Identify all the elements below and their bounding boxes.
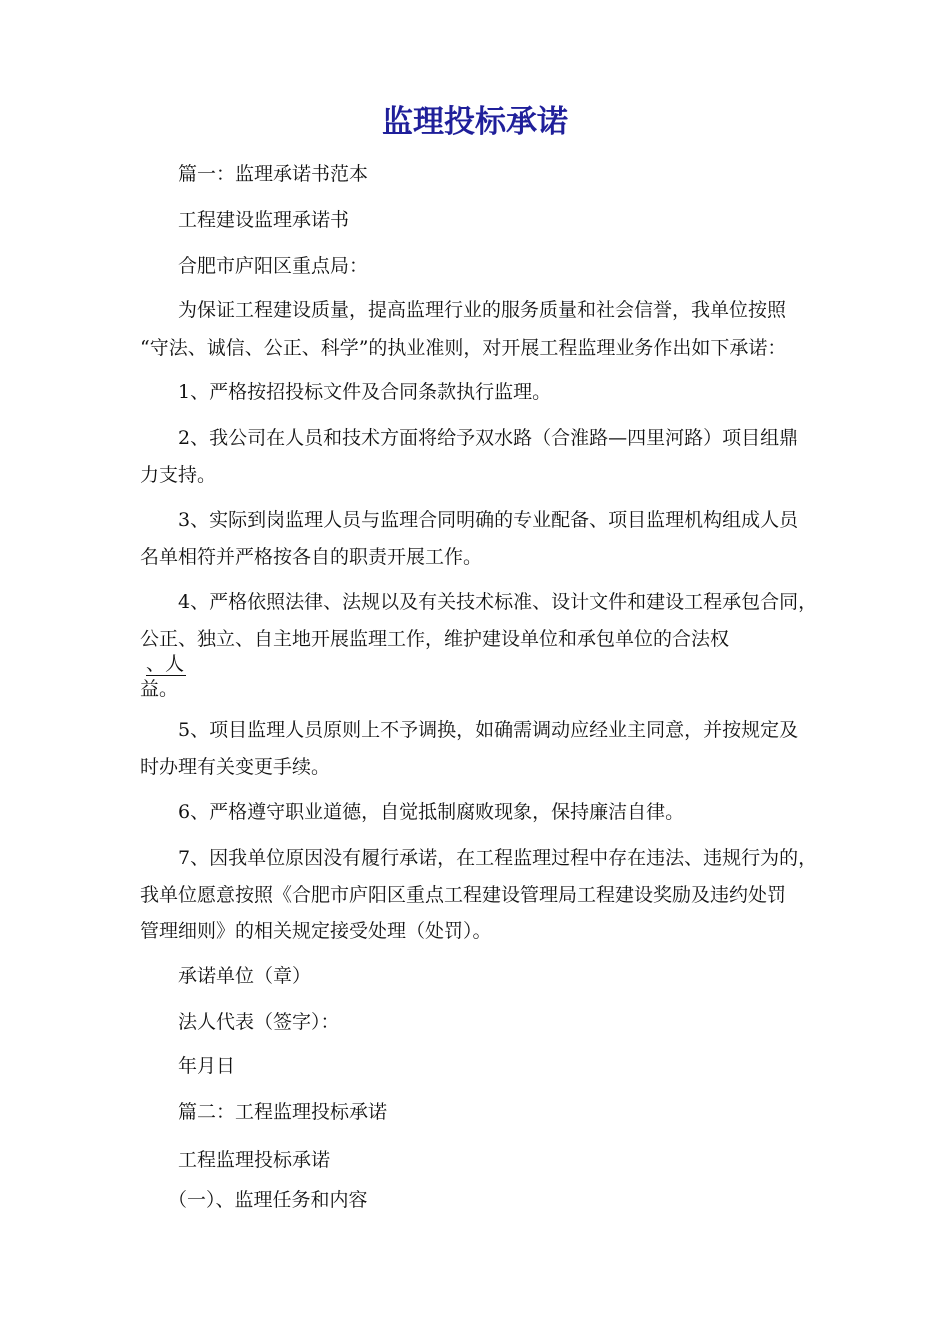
commitment-item: 4、严格依照法律、法规以及有关技术标准、设计文件和建设工程承包合同， xyxy=(178,591,818,613)
commitment-item: 7、因我单位原因没有履行承诺，在工程监理过程中存在违法、违规行为的， xyxy=(178,847,818,869)
commitment-item: 2、我公司在人员和技术方面将给予双水路（合淮路—四里河路）项目组鼎 xyxy=(178,427,799,449)
paragraph-line: 为保证工程建设质量，提高监理行业的服务质量和社会信誉，我单位按照 xyxy=(178,299,787,321)
section-heading: 篇二：工程监理投标承诺 xyxy=(178,1101,388,1123)
commitment-item-cont: 益。 xyxy=(140,678,179,700)
paragraph-line: “守法、诚信、公正、科学”的执业准则，对开展工程监理业务作出如下承诺： xyxy=(140,337,787,359)
commitment-item: 6、严格遵守职业道德，自觉抵制腐败现象，保持廉洁自律。 xyxy=(178,801,685,823)
commitment-item: 5、项目监理人员原则上不予调换，如确需调动应经业主同意，并按规定及 xyxy=(178,719,799,741)
section-heading: 篇一：监理承诺书范本 xyxy=(178,163,369,185)
document-title: 监理投标承诺 xyxy=(382,104,568,140)
letter-title: 工程建设监理承诺书 xyxy=(178,209,350,231)
commitment-item-cont: 公正、独立、自主地开展监理工作，维护建设单位和承包单位的合法权 xyxy=(140,628,730,650)
addressee: 合肥市庐阳区重点局： xyxy=(178,255,369,277)
signature-representative: 法人代表（签字）： xyxy=(178,1011,340,1033)
section-subtitle: 工程监理投标承诺 xyxy=(178,1149,331,1171)
stray-text-fragment: 、人 xyxy=(146,653,185,675)
subsection-heading: （一）、监理任务和内容 xyxy=(168,1189,368,1211)
commitment-item-cont: 管理细则》的相关规定接受处理（处罚）。 xyxy=(140,920,492,942)
commitment-item-cont: 时办理有关变更手续。 xyxy=(140,756,331,778)
signature-date: 年月日 xyxy=(178,1055,236,1077)
commitment-item: 3、实际到岗监理人员与监理合同明确的专业配备、项目监理机构组成人员 xyxy=(178,509,799,531)
signature-unit: 承诺单位（章） xyxy=(178,965,312,987)
commitment-item-cont: 力支持。 xyxy=(140,464,217,486)
commitment-item-cont: 我单位愿意按照《合肥市庐阳区重点工程建设管理局工程建设奖励及违约处罚 xyxy=(140,884,787,906)
commitment-item: 1、严格按招投标文件及合同条款执行监理。 xyxy=(178,381,552,403)
commitment-item-cont: 名单相符并严格按各自的职责开展工作。 xyxy=(140,546,483,568)
